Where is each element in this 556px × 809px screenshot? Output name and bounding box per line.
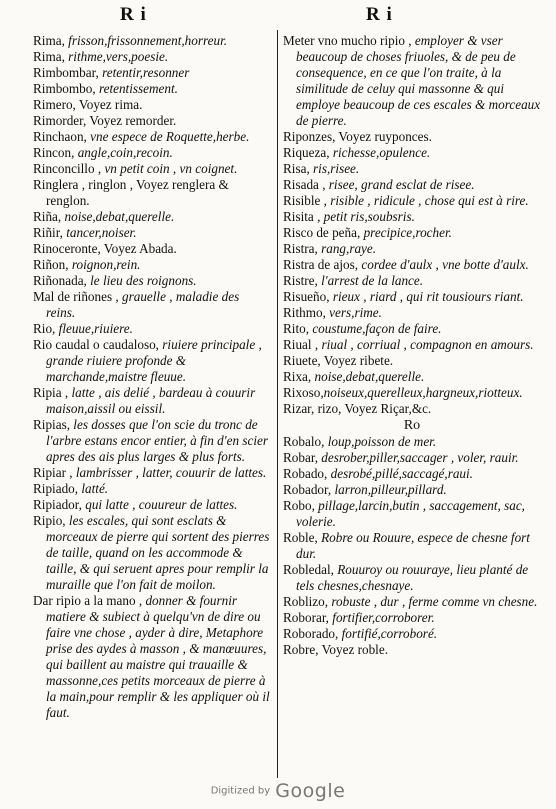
section-heading: Ro [403, 418, 421, 433]
digitized-by-label: Digitized by [210, 785, 271, 797]
entry-definition: fortifier,corroborer. [332, 610, 435, 625]
entry-headword: Robar, [283, 450, 322, 465]
entry-headword: Rimbombo, [33, 81, 99, 96]
dictionary-entry [33, 225, 271, 241]
entry-definition: angle,coin,recoin. [77, 145, 173, 160]
entry-definition: risible , ridicule , chose qui est à rire. [330, 193, 529, 208]
dictionary-entry [283, 33, 541, 129]
entry-headword: Robledal, [283, 562, 338, 577]
dictionary-entry [283, 193, 541, 209]
dictionary-entry [283, 530, 541, 562]
entry-headword: Roblizo, [283, 594, 332, 609]
entry-headword: Dar ripio a la mano , [33, 593, 146, 608]
entry-definition: cordee d'aulx , vne botte d'aulx. [361, 257, 529, 272]
dictionary-entry [33, 273, 271, 289]
dictionary-entry [33, 129, 271, 145]
dictionary-entry [283, 145, 541, 161]
entry-headword: Ripiador, [33, 497, 86, 512]
entry-headword: Rimorder, Voyez remorder. [33, 113, 177, 128]
entry-headword: Ripias, [33, 417, 74, 432]
entry-headword: Rizar, rizo, Voyez Riçar,&c. [283, 401, 432, 416]
dictionary-entry [283, 129, 541, 145]
entry-headword: Risita , [283, 209, 324, 224]
entry-headword: Riñir, [33, 225, 67, 240]
entry-definition: les dosses que l'on scie du tronc de l'arbre estans encor entier, à fin d'en scier apres des ais plus larges & plus forts. [46, 417, 268, 464]
dictionary-entry [33, 241, 271, 257]
dictionary-entry [33, 481, 271, 497]
entry-headword: Roborar, [283, 610, 333, 625]
entry-headword: Rixa, [283, 369, 315, 384]
entry-definition: fortifié,corroboré. [341, 626, 438, 641]
entry-headword: Ripia , [33, 385, 72, 400]
entry-headword: Riqueza, [283, 145, 333, 160]
entry-headword: Risueño, [283, 289, 333, 304]
entry-headword: Riña, [33, 209, 65, 224]
dictionary-entry [283, 401, 541, 417]
dictionary-entry [33, 289, 271, 321]
entry-definition: desrober,piller,saccager , voler, rauir. [321, 450, 519, 465]
dictionary-entry [33, 321, 271, 337]
entry-definition: riual , corriual , compagnon en amours. [321, 337, 534, 352]
entry-definition: retentir,resonner [102, 65, 190, 80]
dictionary-entry [33, 417, 271, 465]
entry-definition: ris,risee. [313, 161, 360, 176]
entry-definition: coustume,façon de faire. [312, 321, 442, 336]
entry-headword: Rima, [33, 33, 69, 48]
entry-definition: precipice,rocher. [363, 225, 452, 240]
entry-headword: Risco de peña, [283, 225, 364, 240]
dictionary-entry [283, 434, 541, 450]
dictionary-entry [33, 337, 271, 385]
entry-definition: qui latte , couureur de lattes. [85, 497, 238, 512]
entry-definition: noise,debat,querelle. [64, 209, 175, 224]
entry-definition: pillage,larcin,butin , saccagement, sac, volerie. [296, 498, 525, 529]
dictionary-entry [283, 482, 541, 498]
entry-headword: Ripiado, [33, 481, 82, 496]
dictionary-entry [283, 353, 541, 369]
entry-definition: tancer,noiser. [66, 225, 137, 240]
entry-headword: Rimero, Voyez rima. [33, 97, 143, 112]
entry-headword: Ristre, [283, 273, 322, 288]
entry-definition: larron,pilleur,pillard. [334, 482, 447, 497]
entry-definition: frisson,frissonnement,horreur. [68, 33, 228, 48]
dictionary-entry [283, 626, 541, 642]
entry-definition: desrobé,pillé,saccagé,raui. [330, 466, 473, 481]
entry-definition: lambrisser , latter, couurir de lattes. [75, 465, 267, 480]
dictionary-entry [283, 594, 541, 610]
entry-headword: Rima, [33, 49, 69, 64]
entry-headword: Robalo, [283, 434, 328, 449]
entry-definition: loup,poisson de mer. [327, 434, 437, 449]
entry-definition: rieux , riard , qui rit tousiours riant. [332, 289, 524, 304]
dictionary-entry [283, 177, 541, 193]
dictionary-entry [33, 497, 271, 513]
dictionary-entry [33, 145, 271, 161]
dictionary-entry [283, 305, 541, 321]
entry-definition: grauelle , maladie des reins. [46, 289, 240, 320]
entry-headword: Rito, [283, 321, 313, 336]
dictionary-entry [283, 289, 541, 305]
entry-headword: Rincon, [33, 145, 78, 160]
dictionary-entry [33, 209, 271, 225]
entry-headword: Rio, [33, 321, 59, 336]
dictionary-entry [283, 369, 541, 385]
dictionary-entry [283, 257, 541, 273]
running-head-left: R i [120, 4, 147, 25]
entry-headword: Rinconcillo , [33, 161, 105, 176]
dictionary-entry [283, 209, 541, 225]
entry-definition: vers,rime. [329, 305, 382, 320]
entry-headword: Rio caudal o caudaloso, [33, 337, 163, 352]
entry-headword: Ristra de ajos, [283, 257, 362, 272]
dictionary-entry [283, 385, 541, 401]
entry-headword: Robado, [283, 466, 331, 481]
dictionary-entry [33, 465, 271, 481]
entry-definition: latte , ais delié , bardeau à couurir maison,aissil ou eissil. [46, 385, 256, 416]
entry-definition: Rouuroy ou rouuraye, lieu planté de tels chesnes,chesnaye. [296, 562, 529, 593]
entry-headword: Rithmo, [283, 305, 330, 320]
entry-definition: Robre ou Rouure, espece de chesne fort dur. [296, 530, 530, 561]
entry-definition: donner & fournir matiere & subiect à quelqu'vn de dire ou faire vne chose , ayder à dire, Metaphore prise des aydes à masson , & manœuures, qui baillent au maistre qui trauaille & massonne,ces petits morceaux de pierre à la main,pour remplir & les appliquer où il faut. [46, 593, 270, 720]
entry-headword: Risa, [283, 161, 314, 176]
entry-definition: le lieu des roignons. [90, 273, 197, 288]
entry-definition: noise,debat,querelle. [314, 369, 425, 384]
entry-headword: Robador, [283, 482, 335, 497]
entry-headword: Roble, [283, 530, 322, 545]
entry-definition: risee, grand esclat de risee. [328, 177, 475, 192]
dictionary-entry [33, 513, 271, 593]
dictionary-entry [283, 562, 541, 594]
entry-definition: les escales, qui sont esclats & morceaux de pierre qui sortent des pierres de taille, quand on les accommode & taille, & qui seruent apres pour remplir la muraille que l'on fait de moilon. [46, 513, 270, 592]
entry-definition: l'arrest de la lance. [321, 273, 424, 288]
entry-headword: Riponzes, Voyez ruyponces. [283, 129, 432, 144]
digitized-footer [0, 780, 556, 802]
entry-headword: Rinchaon, [33, 129, 91, 144]
entry-definition: employer & vser beaucoup de choses friuoles, & de peu de consequence, en ce que l'on traite, à la similitude de celuy qui massonne & qui employe beaucoup de ces escales & morceaux de pierre. [296, 33, 541, 128]
dictionary-entry [283, 337, 541, 353]
dictionary-entry [33, 97, 271, 113]
left-column [33, 33, 271, 721]
dictionary-entry [33, 49, 271, 65]
dictionary-entry [283, 241, 541, 257]
entry-definition: latté. [81, 481, 109, 496]
entry-definition: robuste , dur , ferme comme vn chesne. [331, 594, 538, 609]
entry-definition: retentissement. [98, 81, 178, 96]
dictionary-entry [283, 225, 541, 241]
entry-headword: Ripiar , [33, 465, 76, 480]
entry-headword: Mal de riñones , [33, 289, 122, 304]
dictionary-entry [33, 177, 271, 209]
entry-headword: Risada , [283, 177, 329, 192]
entry-headword: Roborado, [283, 626, 342, 641]
entry-headword: Robre, Voyez roble. [283, 642, 388, 657]
dictionary-entry [33, 113, 271, 129]
dictionary-entry [283, 450, 541, 466]
column-divider [277, 30, 278, 778]
running-head-right: R i [366, 4, 393, 25]
entry-headword: Riuete, Voyez ribete. [283, 353, 394, 368]
dictionary-entry [283, 273, 541, 289]
entry-definition: fleuue,riuiere. [58, 321, 133, 336]
dictionary-entry [283, 642, 541, 658]
entry-headword: Riñon, [33, 257, 72, 272]
entry-headword: Ringlera , ringlon , Voyez renglera & renglon. [33, 177, 229, 208]
entry-definition: noiseux,querelleux,hargneux,riotteux. [323, 385, 523, 400]
entry-headword: Riñonada, [33, 273, 91, 288]
dictionary-entry [33, 161, 271, 177]
entry-definition: petit ris,soubsris. [323, 209, 415, 224]
dictionary-entry [33, 65, 271, 81]
page-header [0, 4, 556, 26]
dictionary-entry [33, 593, 271, 721]
dictionary-entry [283, 161, 541, 177]
right-column [283, 33, 541, 658]
entry-headword: Ristra, [283, 241, 322, 256]
entry-definition: vn petit coin , vn coignet. [104, 161, 238, 176]
dictionary-entry [33, 33, 271, 49]
dictionary-entry [33, 385, 271, 417]
dictionary-entry [33, 257, 271, 273]
entry-headword: Rixoso, [283, 385, 324, 400]
dictionary-entry [283, 466, 541, 482]
dictionary-entry [283, 321, 541, 337]
entry-headword: Rinoceronte, Voyez Abada. [33, 241, 177, 256]
entry-headword: Robo, [283, 498, 319, 513]
dictionary-entry [33, 81, 271, 97]
entry-headword: Riual , [283, 337, 322, 352]
google-wordmark: Google [275, 780, 346, 802]
entry-definition: roignon,rein. [71, 257, 141, 272]
entry-definition: rang,raye. [321, 241, 377, 256]
entry-headword: Risible , [283, 193, 331, 208]
entry-definition: riuiere principale , grande riuiere profonde & marchande,maistre fleuue. [46, 337, 262, 384]
entry-headword: Meter vno mucho ripio , [283, 33, 415, 48]
entry-definition: rithme,vers,poesie. [68, 49, 169, 64]
entry-headword: Ripio, [33, 513, 69, 528]
entry-definition: richesse,opulence. [332, 145, 431, 160]
entry-definition: vne espece de Roquette,herbe. [90, 129, 250, 144]
dictionary-entry [283, 610, 541, 626]
entry-headword: Rimbombar, [33, 65, 103, 80]
dictionary-entry [283, 498, 541, 530]
